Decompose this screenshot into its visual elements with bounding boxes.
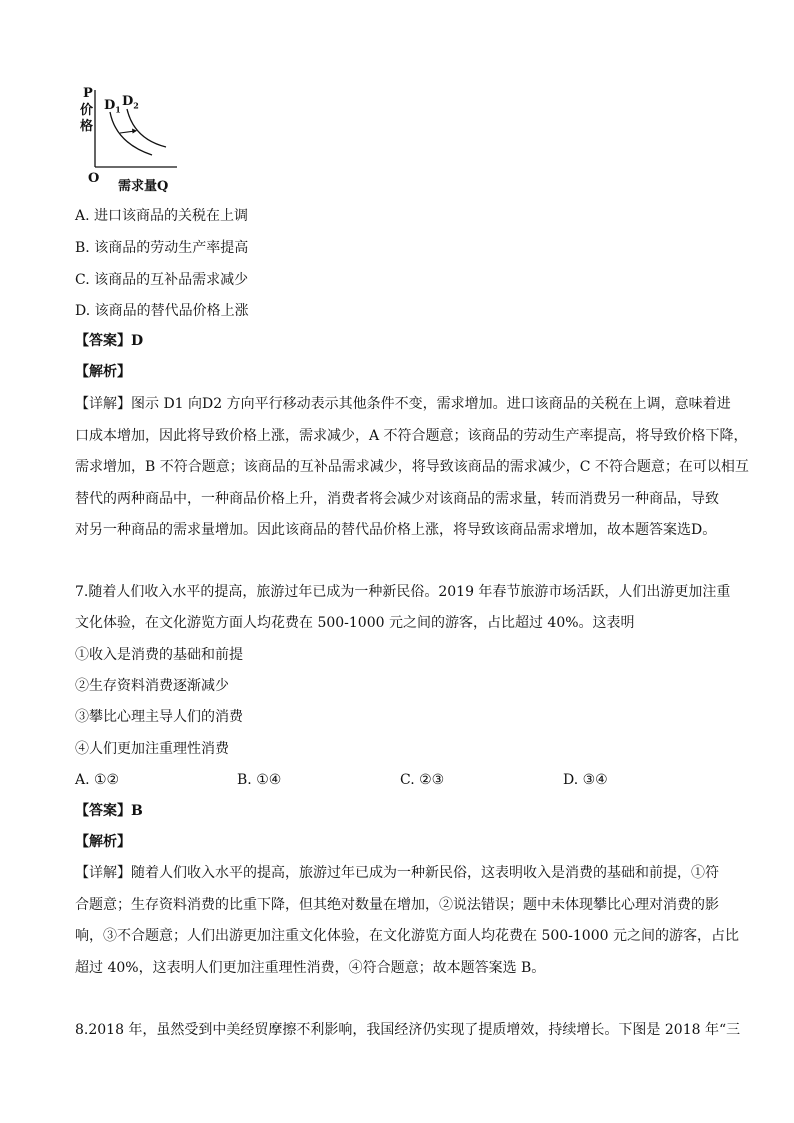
d2-curve (127, 109, 166, 147)
q7-statement-1: ①收入是消费的基础和前提 (75, 647, 243, 663)
q6-detail-line-1: 【详解】图示 D1 向D2 方向平行移动表示其他条件不变，需求增加。进口该商品的关税在上调，意味着进 (75, 396, 731, 412)
d1-label: $D_1$ (104, 98, 121, 115)
d1-curve (110, 112, 152, 155)
q7-answer: 【答案】B (75, 803, 143, 819)
q7-choice-c: C. ②③ (400, 772, 445, 788)
q7-statement-2: ②生存资料消费逐渐减少 (75, 678, 229, 694)
q7-statement-3: ③攀比心理主导人们的消费 (75, 709, 243, 725)
q6-answer: 【答案】D (75, 333, 144, 349)
q7-choice-a: A. ①② (75, 772, 120, 788)
q6-detail-line-2: 口成本增加，因此将导致价格上涨，需求减少，A 不符合题意；该商品的劳动生产率提高，将导致价格下降， (75, 428, 748, 444)
q6-option-b: B. 该商品的劳动生产率提高 (75, 240, 249, 256)
q7-detail-line-1: 【详解】随着人们收入水平的提高，旅游过年已成为一种新民俗，这表明收入是消费的基础和前提，①符 (75, 865, 719, 881)
q6-detail-line-3: 需求增加，B 不符合题意；该商品的互补品需求减少，将导致该商品的需求减少，C 不符合题意；在可以相互 (75, 459, 749, 475)
q7-choice-b: B. ①④ (237, 772, 282, 788)
d2-label: $D_2$ (122, 94, 139, 111)
q7-detail-line-3: 响，③不合题意；人们出游更加注重文化体验，在文化游览方面人均花费在 500-1000 元之间的游客，占比 (75, 928, 739, 944)
q7-detail-line-4: 超过 40%，这表明人们更加注重理性消费，④符合题意；故本题答案选 B。 (75, 960, 546, 976)
q6-option-a: A. 进口该商品的关税在上调 (75, 208, 249, 224)
q7-stem-line-2: 文化体验，在文化游览方面人均花费在 500-1000 元之间的游客，占比超过 40%。这表明 (75, 615, 635, 631)
origin-label: O (88, 171, 100, 186)
q8-stem-line-1: 8.2018 年，虽然受到中美经贸摩擦不利影响，我国经济仍实现了提质增效，持续增长。下图是 2018 年“三 (75, 1022, 741, 1038)
price-label: 价 格 (80, 103, 94, 134)
q6-option-d: D. 该商品的替代品价格上涨 (75, 303, 249, 319)
q7-detail-line-2: 合题意；生存资料消费的比重下降，但其绝对数量在增加，②说法错误；题中未体现攀比心理对消费的影 (75, 897, 719, 913)
q7-choice-d: D. ③④ (563, 772, 608, 788)
q6-detail-line-5: 对另一种商品的需求量增加。因此该商品的替代品价格上涨，将导致该商品需求增加，故本题答案选D。 (75, 522, 717, 538)
q6-analysis-title: 【解析】 (75, 364, 131, 380)
q7-statement-4: ④人们更加注重理性消费 (75, 741, 229, 757)
demand-curve-figure (80, 85, 180, 193)
q7-analysis-title: 【解析】 (75, 834, 131, 850)
q6-option-c: C. 该商品的互补品需求减少 (75, 272, 249, 288)
q7-stem-line-1: 7.随着人们收入水平的提高，旅游过年已成为一种新民俗。2019 年春节旅游市场活跃，人们出游更加注重 (75, 584, 731, 600)
q6-detail-line-4: 替代的两种商品中，一种商品价格上升，消费者将会减少对该商品的需求量，转而消费另一种商品，导致 (75, 491, 719, 507)
p-label: P (83, 86, 93, 101)
x-axis-label: 需求量Q (118, 179, 169, 194)
